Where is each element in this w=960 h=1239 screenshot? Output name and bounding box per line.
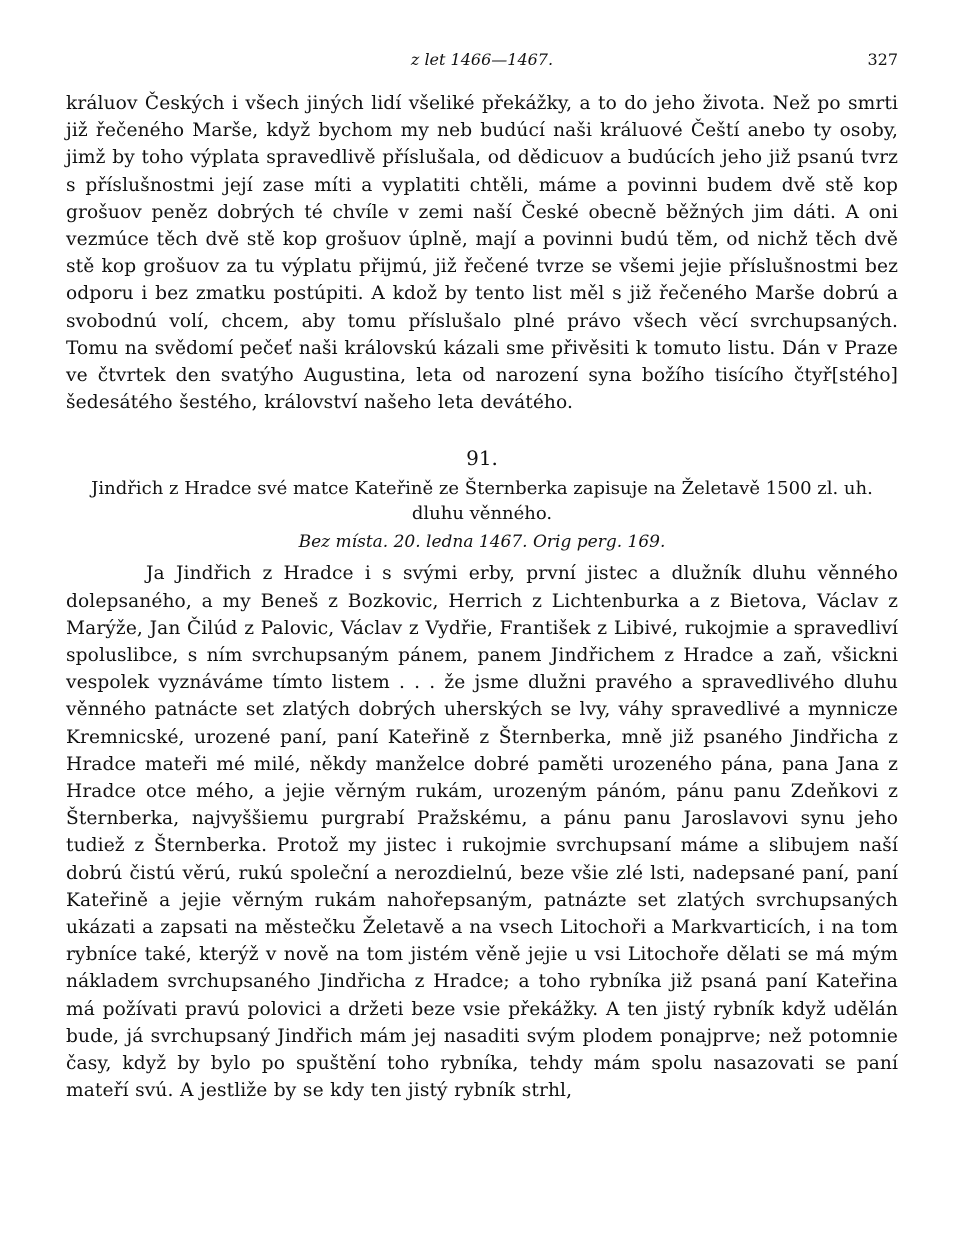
running-head	[66, 44, 898, 74]
document-number: 91.	[466, 446, 498, 471]
running-title: z let 1466—1467.	[410, 50, 554, 69]
document-body: Ja Jindřich z Hradce i s svými erby, první jistec a dlužník dluhu věnného dolepsaného, a my Beneš z Bozkovic, Herrich z Lichtenburka a z Bietova, Václav z Marýže, Jan Čilúd z Palovic, Václav z Vydřie, František z Libivé, rukojmie a spravedliví spoluslibce, s ním svrchupsaným pánem, panem Jindřichem z Hradce a zaň, všickni vespolek vyznáváme tímto listem . . . že jsme dlužni pravého a spravedlivého dluhu věnného patnácte set zlatých dobrých uherských se lvy, váhy spravedlivé a mynnicze Kremnicské, urozené paní, paní Kateřině z Šternberka, mně již psaného Jindřicha z Hradce mateři mé milé, někdy manželce dobré paměti urozeného pána, pana Jana z Hradce otce mého, a jejie věrným rukám, urozeným pánóm, pánu panu Zdeňkovi z Šternberka, najvyššiemu purgrabí Pražskému, a pánu panu Jaroslavovi synu jeho tudiež z Šternberka. Protož my jistec i rukojmie svrchupsaní máme a slibujem naší dobrú čistú věrú, rukú společní a nerozdielnú, beze všie zlé lsti, nadepsané paní, paní Kateřině a jejie věrným rukám nahořepsaným, patnázte set zlatých svrchupsaných ukázati a zapsati na městečku Želetavě a na vsech Litochoři a Markvarticích, i na tom rybníce také, kterýž v nově na tom jistém věně jejie u vsi Litochoře dělati se má mým nákladem svrchupsaného Jindřicha z Hradce; a toho rybníka již psaná paní Kateřina má požívati pravú polovici a držeti beze vsie překážky. A ten jistý rybník když udělán bude, já svrchupsaný Jindřich mám jej nasaditi svým plodem ponajprve; než potomnie časy, když by bylo po spuštění toho rybníka, tehdy mám spolu nasazovati se paní mateří svú. A jestliže by se kdy ten jistý rybník strhl,	[66, 563, 898, 1102]
document-summary: Jindřich z Hradce své matce Kateřině ze Šternberka zapisuje na Želetavě 1500 zl. uh. dluhu věnného.	[91, 478, 873, 525]
page-number: 327	[867, 50, 898, 69]
book-page	[66, 44, 898, 1105]
document-source: Bez místa. 20. ledna 1467. Orig perg. 169.	[298, 532, 666, 553]
continued-paragraph: králuov Českých i všech jiných lidí všeliké překážky, a to do jeho života. Než po smrti již řečeného Marše, když bychom my neb budúcí naši králuové Čeští anebo ty osoby, jimž by toho výplata spravedlivě příslušala, od dědicuov a budúcích jeho již psanú tvrz s příslušnostmi její zase míti a vyplatiti chtěli, máme a povinni budem dvě stě kop grošuov peněz dobrých té chvíle v zemi naší České obecně běžných jim dáti. A oni vezmúce těch dvě stě kop grošuov úplně, mají a povinni budú těm, od nichž těch dvě stě kop grošuov za tu výplatu přijmú, již řečené tvrze se všemi jejie příslušnostmi bez odporu i bez zmatku postúpiti. A kdož by tento list měl s již řečeného Marše dobrú a svobodnú volí, chcem, aby tomu příslušalo plné právo všech věcí svrchupsaných. Tomu na svědomí pečeť naši královskú kázali sme přivěsiti k tomuto listu. Dán v Praze ve čtvrtek den svatýho Augustina, leta od narození syna božího tisícího čtyř[stého] šedesátého šestého, království našeho leta devátého.	[66, 93, 898, 414]
